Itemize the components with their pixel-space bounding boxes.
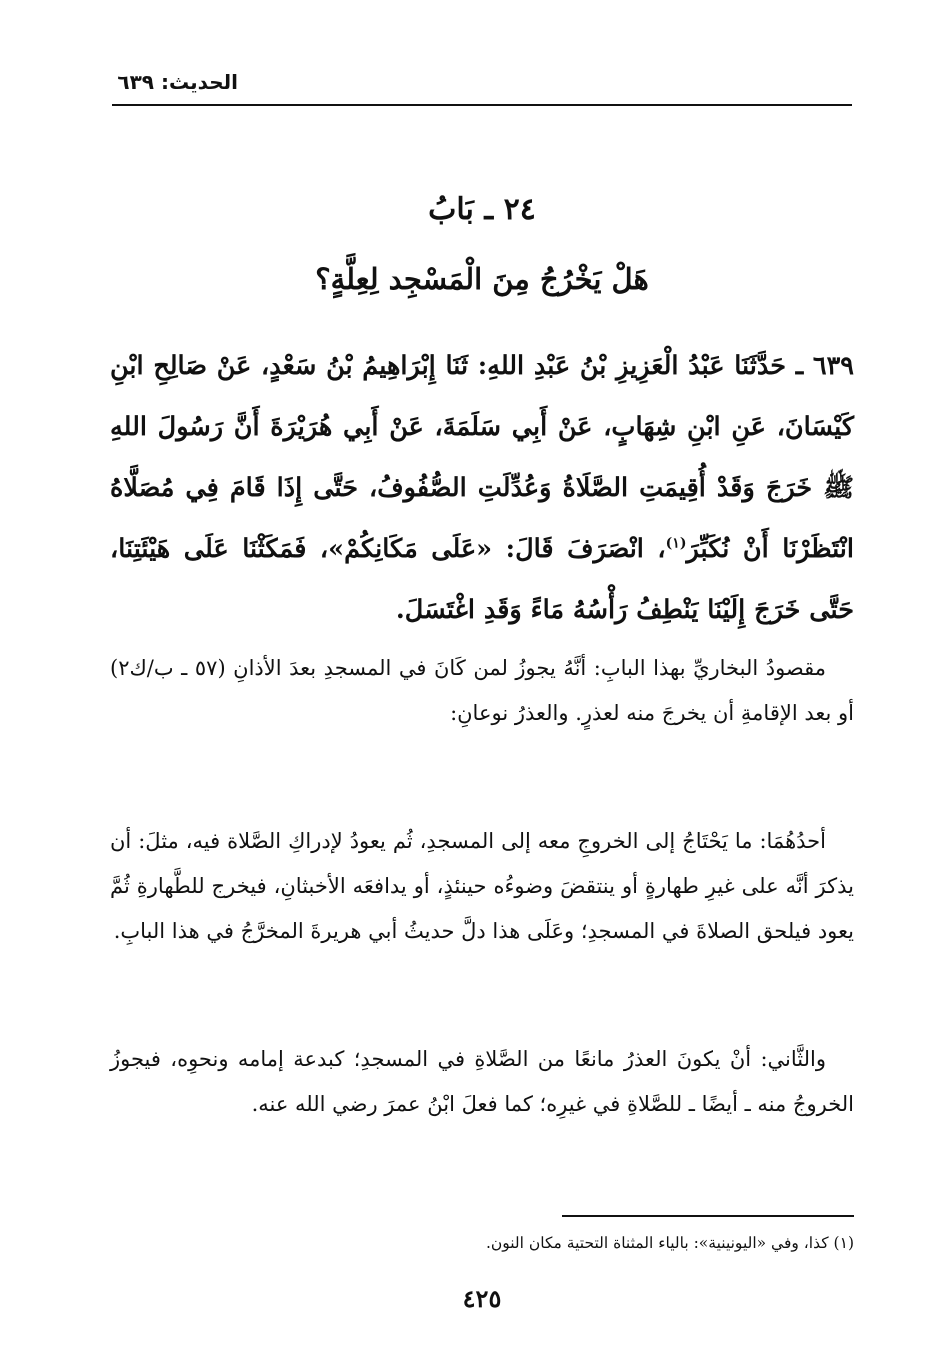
chapter-subtitle: هَلْ يَخْرُجُ مِنَ الْمَسْجِد لِعِلَّةٍ؟ bbox=[315, 262, 649, 296]
footnote: (١) كذا، وفي «اليونينية»: بالياء المثناة التحتية مكان النون. bbox=[485, 1234, 854, 1252]
hadith-text bbox=[110, 336, 854, 641]
footnote-reference: (١) bbox=[665, 535, 687, 552]
hadith-text-part-2: ، انْصَرَفَ قَالَ: «عَلَى مَكَانِكُمْ»، فَمَكَثْنَا عَلَى هَيْئَتِنَا، حَتَّى خَرَجَ إِلَيْنَا يَنْطِفُ رَأْسُهُ مَاءً وَقَدِ اغْتَسَلَ. bbox=[110, 534, 854, 625]
commentary-paragraph-3: والثَّاني: أنْ يكونَ العذرُ مانعًا من الصَّلاةِ في المسجدِ؛ كبدعة إمامه ونحوِه، فيجوزُ الخروجُ منه ـ أيضًا ـ للصَّلاةِ في غيرِه؛ كما فعلَ ابْنُ عمرَ رضي الله عنه. bbox=[110, 1047, 854, 1116]
header-divider bbox=[112, 104, 852, 106]
page-number: ٤٢٥ bbox=[462, 1284, 502, 1313]
running-header: الحديث: ٦٣٩ bbox=[117, 70, 238, 94]
footnote-divider bbox=[562, 1215, 854, 1217]
commentary-paragraph-2: أحدُهُمَا: ما يَحْتَاجُ إلى الخروجِ معه إلى المسجدِ، ثُم يعودُ لإدراكِ الصَّلاة فيه، مثلَ: أن يذكرَ أنَّه على غيرِ طهارةٍ أو ينتقضَ وضوءُه حينئذٍ، أو يدافعَه الأخبثانِ، فيخرج للطَّهارةِ ثُمَّ يعود فيلحق الصلاةَ في المسجدِ؛ وعَلَى هذا دلَّ حديثُ أبي هريرةَ المخرَّجُ في هذا البابِ. bbox=[110, 829, 854, 943]
commentary-paragraph-1: مقصودُ البخاريِّ بهذا البابِ: أنَّهُ يجوزُ لمن كَانَ في المسجدِ بعدَ الأذانِ (٥٧ ـ ب/ك٢) أو بعد الإقامةِ أن يخرجَ منه لعذرٍ. والعذرُ نوعانِ: bbox=[110, 656, 854, 725]
chapter-title: ٢٤ ـ بَابُ bbox=[428, 192, 536, 227]
hadith-text-part-1: ٦٣٩ ـ حَدَّثَنَا عَبْدُ الْعَزِيزِ بْنُ عَبْدِ اللهِ: ثَنَا إِبْرَاهِيمُ بْنُ سَعْدٍ، عَنْ صَالِحِ ابْنِ كَيْسَانَ، عَنِ ابْنِ شِهَابٍ، عَنْ أَبِي سَلَمَةَ، عَنْ أَبِي هُرَيْرَةَ أَنَّ رَسُولَ اللهِ ﷺ خَرَجَ وَقَدْ أُقِيمَتِ الصَّلَاةُ وَعُدِّلَتِ الصُّفُوفُ، حَتَّى إِذَا قَامَ فِي مُصَلَّاهُ انْتَظَرْنَا أَنْ نُكَبِّرَ bbox=[110, 351, 854, 564]
